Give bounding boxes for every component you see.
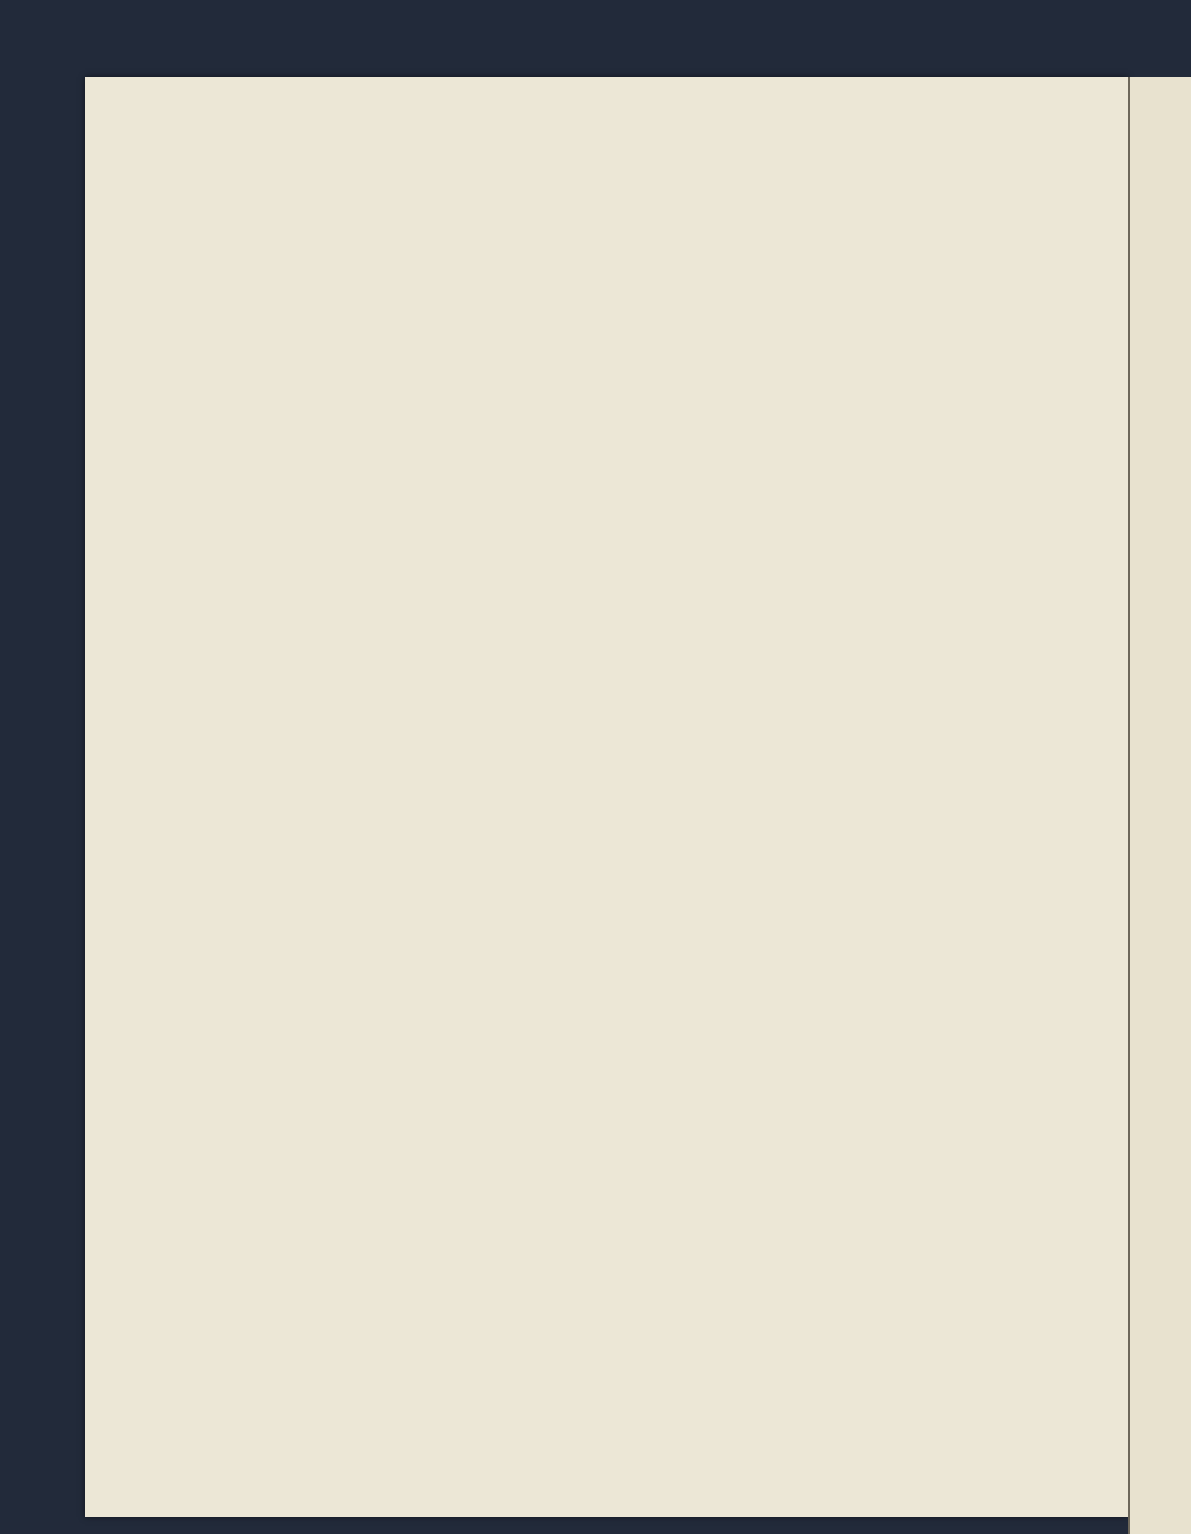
next-page-edge xyxy=(1128,77,1191,1534)
document-page xyxy=(85,77,1128,1517)
